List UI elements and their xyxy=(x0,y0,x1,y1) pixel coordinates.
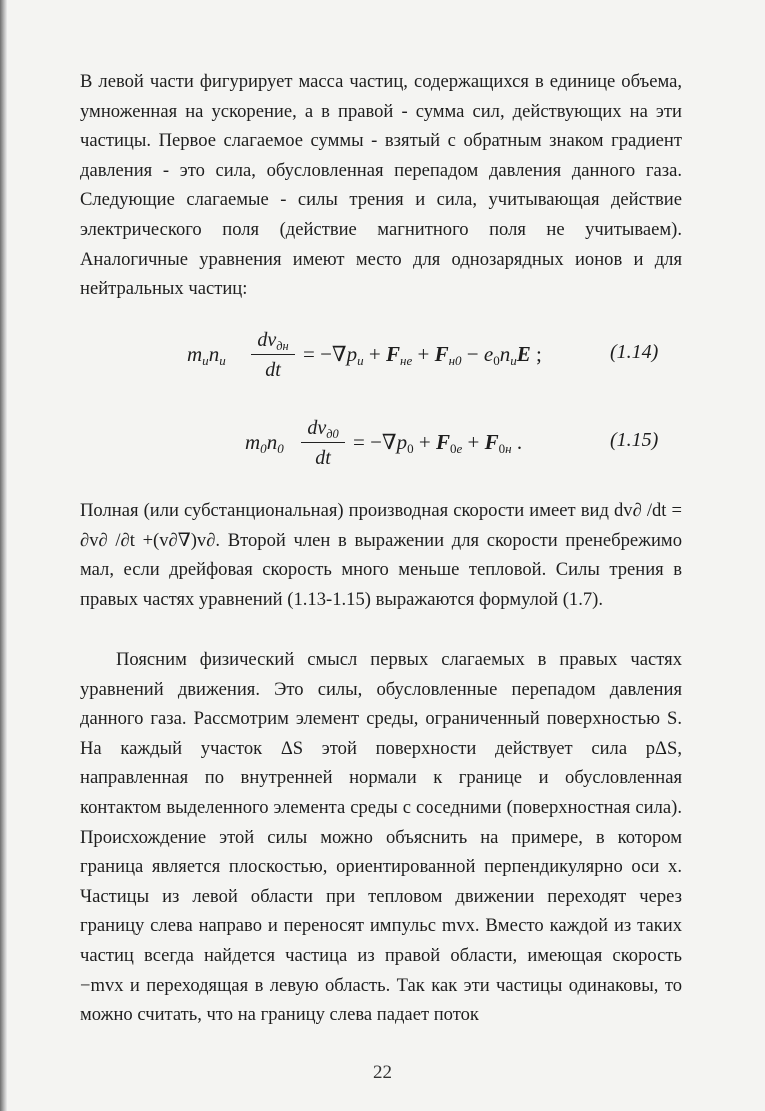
paragraph-forces-description: В левой части фигурирует масса частиц, содержащихся в единице объема, умноженная на ускорение, а в правой - сумма сил, действующих на эти частицы. Первое слагаемое суммы - взятый с обратным знаком градиент давления - это сила, обусловленная перепадом давления данного газа. Следующие слагаемые - силы трения и сила, учитывающая действие электрического поля (действие магнитного поля не учитываем). Аналогичные уравнения имеют место для однозарядных ионов и для нейтральных частиц: xyxy=(80,71,682,300)
equation-number-1-15: (1.15) xyxy=(610,429,659,451)
page-binding-shadow xyxy=(0,0,7,1111)
paragraph-substantial-derivative: Полная (или субстанциональная) производная скорости имеет вид dv∂ /dt = ∂v∂ /∂t +(v∂∇)v∂. Второй член в выражении для скорости пренебрежимо мал, если дрейфовая скорость много меньше тепловой. Силы трения в правых частях уравнений (1.13-1.15) выражаются формулой (1.7). xyxy=(80,500,682,610)
book-page: В левой части фигурирует масса частиц, содержащихся в единице объема, умноженная на ускорение, а в правой - сумма сил, действующих на эти частицы. Первое слагаемое суммы - взятый с обратным знаком градиент давления - это сила, обусловленная перепадом давления данного газа. Следующие слагаемые - силы трения и сила, учитывающая действие электрического поля (действие магнитного поля не учитываем). Аналогичные уравнения имеют место для однозарядных ионов и для нейтральных частиц: $m_иn_и$ $dv_{дн}$ dt = $-\nabla p_и + F_{не} + F_{н0} - e_0n_иE$ ; (1.14) $m_0n_0$ $dv_{д0}$ dt = $-\nabla p_0 + F_{0е} + F_{0н}$ . (1.15) Полная (или субстанциональная) производная скорости имеет вид dv∂ /dt = ∂v∂ /∂t +(v∂∇)v∂. Второй член в выражении для скорости пренебрежимо мал, если дрейфовая скорость много меньше тепловой. Силы трения в правых частях уравнений (1.13-1.15) выражаются формулой (1.7). Поясним физический смысл первых слагаемых в правых частях уравнений движения. Это силы, обусловленные перепадом давления данного газа. Рассмотрим элемент среды, ограниченный поверхностью S. На каждый участок ΔS этой поверхности действует сила pΔS, направленная по внутренней нормали к границе и обусловленная контактом выделенного элемента среды с соседними (поверхностная сила). Происхождение этой силы можно объяснить на примере, в котором граница является плоскостью, ориентированной перпендикулярно оси x. Частицы из левой области при тепловом движении переходят через границу слева направо и переносят импульс mvx. Вместо каждой из таких частиц всегда найдется частица из правой области, имеющая скорость −mvx и переходящая в левую область. Так как эти частицы одинаковы, то можно считать, что на границу слева падает поток 22 xyxy=(0,0,765,1111)
page-number: 22 xyxy=(373,1062,392,1083)
paragraph-pressure-forces: Поясним физический смысл первых слагаемых в правых частях уравнений движения. Это силы, обусловленные перепадом давления данного газа. Рассмотрим элемент среды, ограниченный поверхностью S. На каждый участок ΔS этой поверхности действует сила pΔS, направленная по внутренней нормали к границе и обусловленная контактом выделенного элемента среды с соседними (поверхностная сила). Происхождение этой силы можно объяснить на примере, в котором граница является плоскостью, ориентированной перпендикулярно оси x. Частицы из левой области при тепловом движении переходят через границу слева направо и переносят импульс mvx. Вместо каждой из таких частиц всегда найдется частица из правой области, имеющая скорость −mvx и переходящая в левую область. Так как эти частицы одинаковы, то можно считать, что на границу слева падает поток xyxy=(80,649,682,1026)
equation-number-1-14: (1.14) xyxy=(610,341,659,363)
